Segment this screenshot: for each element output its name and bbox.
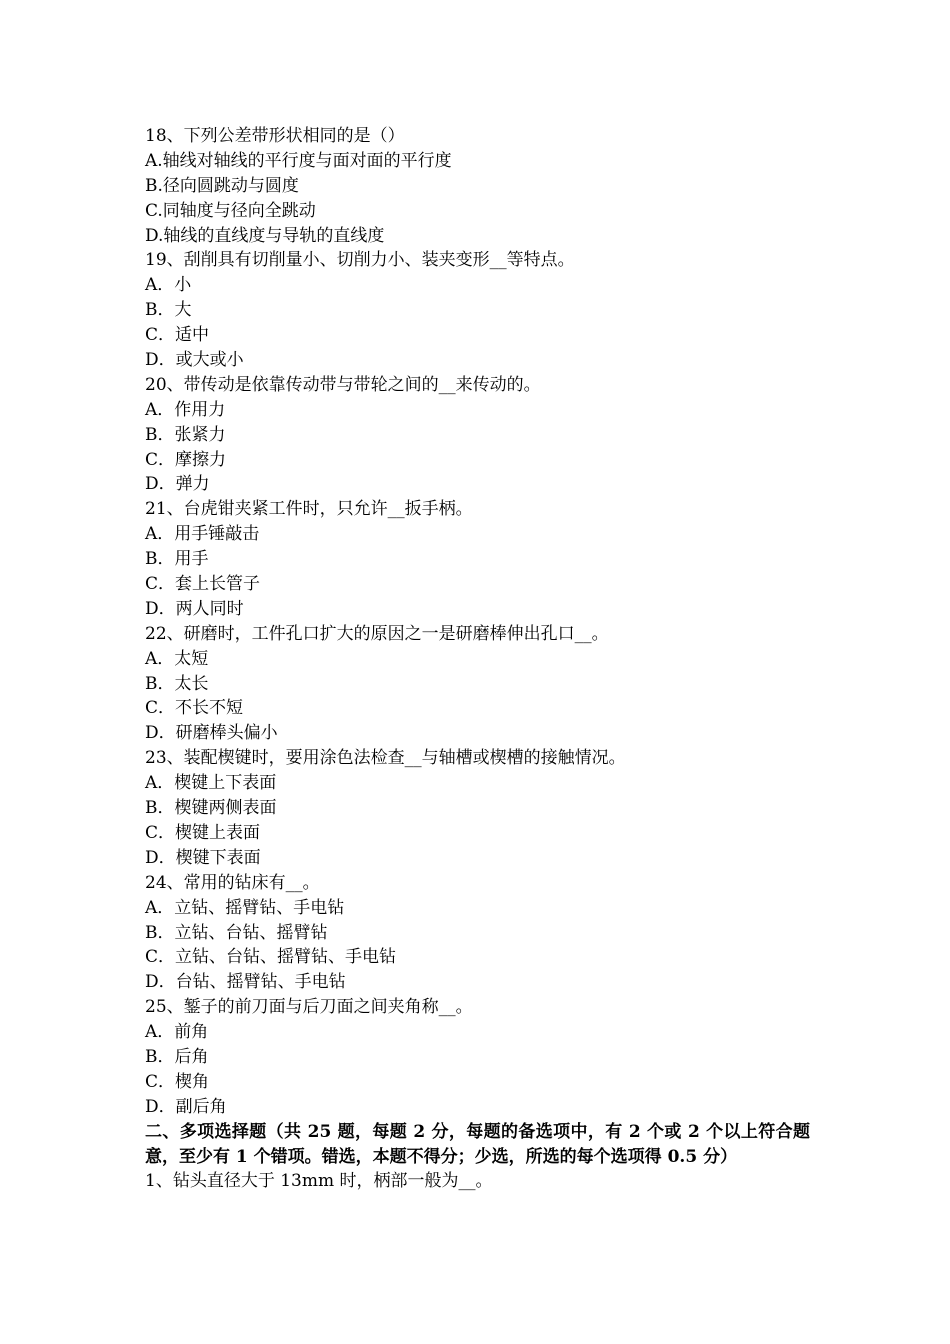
question-stem: 23、装配楔键时，要用涂色法检查__与轴槽或楔槽的接触情况。	[145, 748, 626, 769]
option-b: B．后角	[145, 1046, 209, 1067]
question-22	[145, 622, 810, 746]
option-a: A．立钻、摇臂钻、手电钻	[145, 897, 345, 918]
option-c: C．不长不短	[145, 698, 244, 719]
option-a: A.轴线对轴线的平行度与面对面的平行度	[145, 150, 452, 171]
option-a: A．前角	[145, 1022, 209, 1043]
question-stem: 18、下列公差带形状相同的是（）	[145, 126, 405, 146]
option-d: D.轴线的直线度与导轨的直线度	[145, 225, 385, 246]
option-d: D．或大或小	[145, 350, 244, 371]
question-stem: 22、研磨时，工件孔口扩大的原因之一是研磨棒伸出孔口__。	[145, 623, 609, 644]
document-page	[145, 124, 810, 1194]
question-stem: 19、刮削具有切削量小、切削力小、装夹变形__等特点。	[145, 250, 575, 271]
question-stem: 24、常用的钻床有__。	[145, 872, 320, 893]
option-d: D．台钻、摇臂钻、手电钻	[145, 972, 346, 993]
option-b: B．太长	[145, 673, 209, 694]
section-heading: 二、多项选择题（共 25 题，每题 2 分，每题的备选项中，有 2 个或 2 个以上符合题意，至少有 1 个错项。错选，本题不得分；少选，所选的每个选项得 0.5 分）	[145, 1121, 810, 1167]
option-a: A．作用力	[145, 399, 226, 420]
question-stem: 21、台虎钳夹紧工件时，只允许__扳手柄。	[145, 499, 473, 520]
option-c: C．套上长管子	[145, 574, 261, 595]
option-d: D．两人同时	[145, 598, 244, 619]
option-b: B．楔键两侧表面	[145, 798, 277, 819]
question-20	[145, 373, 810, 497]
option-b: B．张紧力	[145, 424, 226, 445]
option-d: D．研磨棒头偏小	[145, 723, 278, 744]
question-stem: 25、錾子的前刀面与后刀面之间夹角称__。	[145, 997, 473, 1018]
question-23	[145, 746, 810, 870]
option-a: A．楔键上下表面	[145, 773, 277, 794]
option-c: C.同轴度与径向全跳动	[145, 200, 316, 221]
option-d: D．楔键下表面	[145, 847, 261, 868]
option-d: D．弹力	[145, 474, 210, 495]
question-stem: 20、带传动是依靠传动带与带轮之间的__来传动的。	[145, 374, 541, 395]
question-19	[145, 248, 810, 372]
option-c: C．楔键上表面	[145, 822, 261, 843]
option-b: B．立钻、台钻、摇臂钻	[145, 922, 328, 943]
question-18	[145, 124, 810, 248]
section-question-1: 1、钻头直径大于 13mm 时，柄部一般为__。	[145, 1171, 493, 1192]
option-c: C．适中	[145, 325, 210, 346]
question-24	[145, 871, 810, 995]
option-c: C．摩擦力	[145, 449, 227, 470]
option-b: B．用手	[145, 549, 209, 570]
option-d: D．副后角	[145, 1096, 227, 1117]
option-a: A．小	[145, 275, 192, 296]
option-c: C．立钻、台钻、摇臂钻、手电钻	[145, 947, 397, 968]
option-a: A．用手锤敲击	[145, 524, 260, 545]
question-21	[145, 497, 810, 621]
option-a: A．太短	[145, 648, 209, 669]
option-b: B.径向圆跳动与圆度	[145, 175, 299, 196]
question-25	[145, 995, 810, 1119]
option-b: B．大	[145, 300, 192, 321]
option-c: C．楔角	[145, 1071, 210, 1092]
